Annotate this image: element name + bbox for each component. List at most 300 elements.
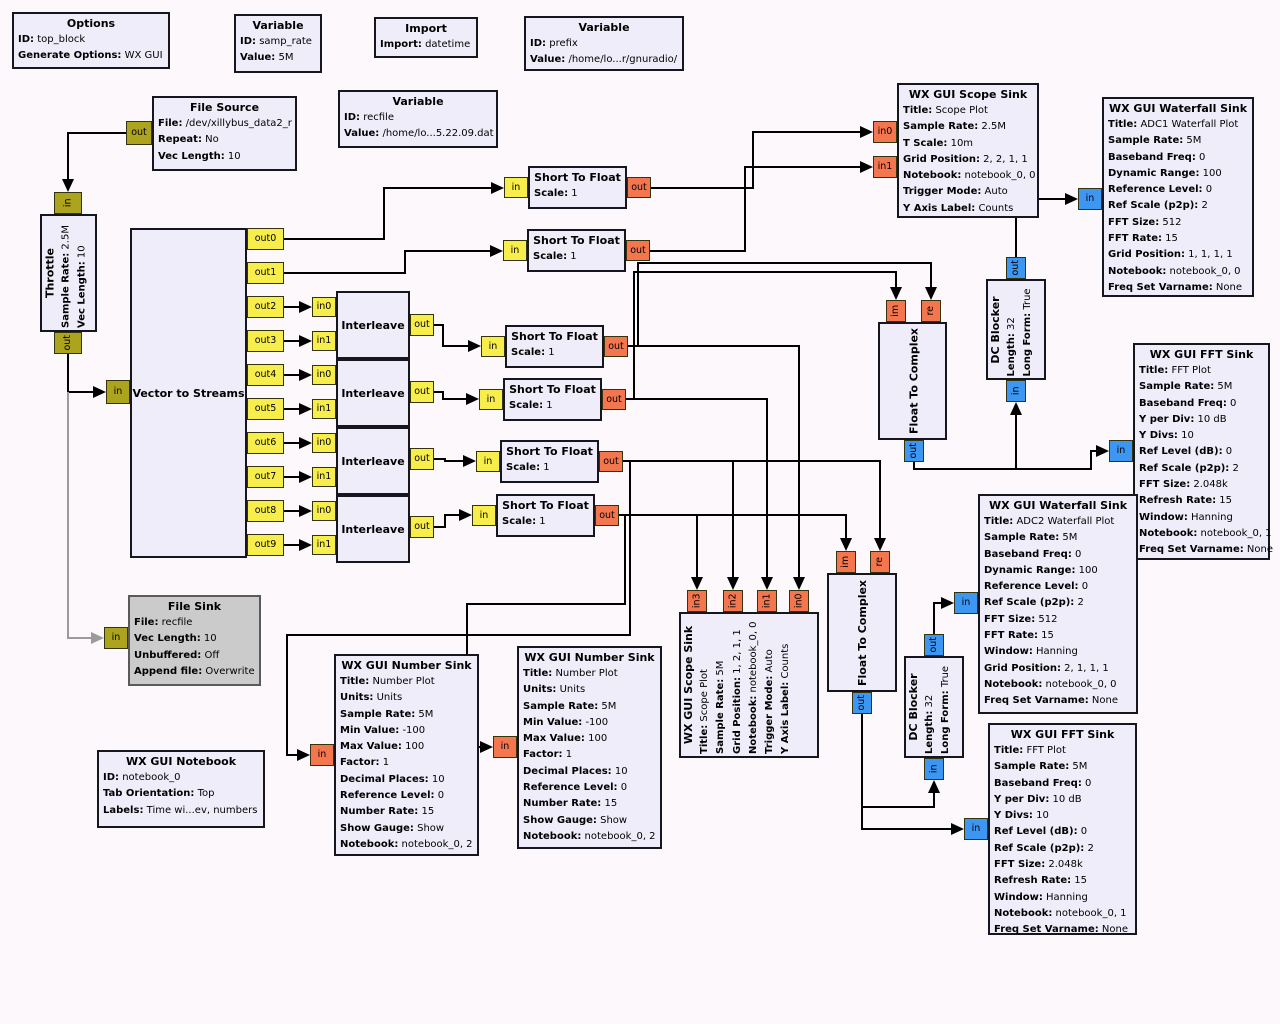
block-param: Y Divs: 10	[994, 810, 1049, 822]
block-title: Float To Complex	[856, 579, 869, 686]
block-title: Variable	[392, 95, 444, 108]
wire-vts-out6-interleave3-arrowhead	[299, 437, 312, 449]
block-title: WX GUI Scope Sink	[908, 88, 1028, 101]
block-param: Decimal Places: 10	[340, 773, 445, 785]
block-param: Sample Rate: 2.5M	[60, 225, 71, 328]
wire-throttle-filesink[interactable]	[68, 392, 91, 638]
port-file-source-out[interactable]	[126, 121, 152, 145]
wire-stf5-ftcbottom-re-arrowhead	[874, 538, 886, 551]
block-param: Long Form: True	[1022, 287, 1034, 376]
wire-interleave3-stf5[interactable]	[434, 459, 463, 461]
wire-stf3-scopebottom-in0-arrowhead	[793, 577, 805, 590]
port-label: out	[131, 127, 147, 139]
block-param: Freq Set Varname: None	[1139, 544, 1274, 556]
port-label: in	[488, 340, 498, 352]
port-interleave-4-in0[interactable]	[312, 501, 336, 521]
block-wx-gui-scope-sink-top[interactable]	[897, 83, 1039, 218]
block-file-source[interactable]	[152, 96, 297, 171]
block-param: Sample Rate: 5M	[1139, 381, 1233, 393]
block-param: Length: 32	[1006, 316, 1017, 376]
block-param: Scale: 1	[511, 347, 555, 358]
port-label: in	[510, 244, 520, 256]
block-title: Short To Float	[502, 499, 589, 512]
port-label: in	[500, 741, 510, 753]
block-param: Grid Position: 1, 2, 1, 1	[731, 629, 743, 754]
wire-ftcbottom-dcbottom-arrowhead	[928, 780, 940, 793]
block-dc-blocker-bottom[interactable]	[904, 656, 964, 758]
port-label: in	[971, 823, 981, 835]
block-param: Grid Position: 1, 1, 1, 1	[1108, 249, 1233, 261]
port-interleave-4-in1[interactable]	[312, 535, 336, 555]
block-import[interactable]	[374, 17, 478, 58]
wire-vts-out3-interleave1-arrowhead	[299, 335, 312, 347]
port-short-to-float-6-out[interactable]	[595, 505, 619, 526]
wire-vts-out9-interleave4-arrowhead	[299, 539, 312, 551]
block-title: Short To Float	[534, 171, 621, 184]
port-interleave-1-in0[interactable]	[312, 297, 336, 317]
wire-vts-out7-interleave3-arrowhead	[299, 471, 312, 483]
wire-stf4-scopebottom-in1-arrowhead	[761, 577, 773, 590]
port-label: out7	[254, 471, 277, 483]
block-options[interactable]	[12, 12, 170, 69]
block-param: Grid Position: 2, 2, 1, 1	[903, 153, 1028, 165]
port-label: in	[483, 455, 493, 467]
port-short-to-float-5-in[interactable]	[476, 451, 500, 472]
wire-vts-out1-stf2-arrowhead	[490, 245, 503, 257]
block-param: Append file: Overwrite	[134, 665, 255, 677]
port-wx-gui-fft-sink-top-in[interactable]	[1109, 440, 1133, 462]
block-param: Ref Level (dB): 0	[1139, 446, 1233, 458]
wire-filesource-throttle[interactable]	[68, 133, 126, 179]
port-vector-to-streams-out0[interactable]	[247, 228, 284, 250]
block-param: Scale: 1	[509, 400, 553, 411]
port-label: out	[603, 455, 619, 467]
wire-vts-out8-interleave4-arrowhead	[299, 505, 312, 517]
block-variable-recfile[interactable]	[338, 90, 498, 148]
block-param: Title: Scope Plot	[699, 669, 710, 754]
port-wx-gui-scope-sink-bottom-in0[interactable]	[789, 590, 809, 612]
block-param: Show Gauge: Show	[523, 814, 628, 826]
port-label: out	[608, 340, 624, 352]
port-dc-blocker-top-out[interactable]	[1006, 257, 1026, 279]
port-label: out8	[254, 505, 277, 517]
block-param: Max Value: 100	[523, 733, 608, 745]
block-param: Reference Level: 0	[523, 782, 628, 794]
port-vector-to-streams-out9[interactable]	[247, 534, 284, 556]
block-param: Length: 32	[924, 694, 935, 754]
block-param: Unbuffered: Off	[134, 649, 220, 661]
port-float-to-complex-top-out[interactable]	[904, 440, 924, 462]
wire-stf1-scopetop-in0[interactable]	[651, 132, 860, 188]
port-float-to-complex-bottom-re[interactable]	[870, 551, 890, 573]
wire-interleave4-stf6-arrowhead	[459, 509, 472, 521]
block-param: Y Divs: 10	[1139, 430, 1194, 442]
block-param: FFT Size: 512	[1108, 216, 1182, 228]
wire-interleave2-stf4-arrowhead	[466, 393, 479, 405]
port-label: in	[1010, 386, 1022, 396]
port-label: in1	[316, 335, 332, 347]
block-param: Sample Rate: 5M	[984, 532, 1078, 544]
port-interleave-2-in0[interactable]	[312, 365, 336, 385]
block-title: DC Blocker	[989, 295, 1002, 364]
port-label: in	[1116, 445, 1126, 457]
wire-vts-out2-interleave1-arrowhead	[299, 301, 312, 313]
wire-vts-out0-stf1-arrowhead	[491, 182, 504, 194]
port-throttle-out[interactable]	[54, 332, 82, 354]
block-param: Scale: 1	[502, 516, 546, 527]
block-title: WX GUI Waterfall Sink	[988, 499, 1128, 512]
block-title: Interleave	[341, 319, 405, 332]
port-short-to-float-6-in[interactable]	[472, 505, 496, 526]
block-short-to-float-3[interactable]	[505, 325, 604, 368]
port-vector-to-streams-out6[interactable]	[247, 432, 284, 454]
block-wx-gui-number-sink-1[interactable]	[334, 654, 479, 856]
block-param: Sample Rate: 5M	[715, 660, 727, 754]
wire-interleave2-stf4[interactable]	[434, 392, 466, 399]
wire-filesource-throttle-arrowhead	[62, 179, 74, 192]
block-param: Ref Scale (p2p): 2	[984, 597, 1084, 609]
port-label: in1	[761, 593, 773, 609]
port-short-to-float-3-out[interactable]	[604, 336, 628, 357]
block-param: Trigger Mode: Auto	[764, 649, 776, 754]
port-vector-to-streams-out5[interactable]	[247, 398, 284, 420]
block-title: WX GUI Number Sink	[524, 651, 655, 664]
port-vector-to-streams-out3[interactable]	[247, 330, 284, 352]
port-label: in0	[793, 593, 805, 609]
block-wx-gui-scope-sink-bottom[interactable]	[679, 612, 819, 758]
port-dc-blocker-bottom-out[interactable]	[924, 634, 944, 656]
wire-ftctop-ffttop-arrowhead	[1096, 445, 1109, 457]
port-label: out5	[254, 403, 277, 415]
block-param: Sample Rate: 5M	[523, 700, 617, 712]
block-param: Notebook: notebook_0, 0	[747, 621, 759, 754]
port-label: out	[62, 335, 74, 351]
block-param: FFT Rate: 15	[1108, 233, 1178, 245]
wire-stf2-scopetop-in1[interactable]	[650, 167, 860, 251]
wire-ftcbottom-fftbottom-arrowhead	[951, 823, 964, 835]
block-wx-gui-waterfall-sink-adc2[interactable]	[978, 494, 1138, 714]
block-param: Notebook: notebook_0, 0	[1108, 265, 1241, 277]
block-param: Window: Hanning	[1139, 511, 1233, 523]
port-short-to-float-4-in[interactable]	[479, 389, 503, 410]
block-param: Reference Level: 0	[1108, 184, 1213, 196]
wire-vts-out1-stf2[interactable]	[284, 251, 490, 273]
port-wx-gui-scope-sink-bottom-in1[interactable]	[757, 590, 777, 612]
block-param: Number Rate: 15	[340, 806, 435, 818]
block-param: Title: Number Plot	[340, 676, 435, 687]
block-short-to-float-1[interactable]	[528, 166, 627, 209]
wire-stf4-ftctop-im-arrowhead	[890, 287, 902, 300]
port-label: out	[631, 181, 647, 193]
block-wx-gui-waterfall-sink-adc1[interactable]	[1102, 97, 1254, 297]
block-param: Vec Length: 10	[134, 633, 217, 645]
port-dc-blocker-top-in[interactable]	[1006, 380, 1026, 402]
port-short-to-float-3-in[interactable]	[481, 336, 505, 357]
port-label: re	[925, 306, 937, 316]
block-param: Notebook: notebook_0, 0	[984, 678, 1117, 690]
block-float-to-complex-bottom[interactable]	[827, 573, 897, 692]
wire-stf1-scopetop-in0-arrowhead	[860, 126, 873, 138]
port-label: in	[928, 764, 940, 774]
block-short-to-float-4[interactable]	[503, 378, 602, 421]
port-label: out	[856, 695, 868, 711]
block-interleave-2[interactable]	[336, 359, 410, 427]
port-label: in0	[316, 505, 332, 517]
block-param: Title: Number Plot	[523, 668, 618, 679]
port-label: out4	[254, 369, 277, 381]
block-param: Ref Scale (p2p): 2	[1108, 200, 1208, 212]
port-wx-gui-waterfall-sink-adc2-in[interactable]	[954, 592, 978, 614]
port-vector-to-streams-out8[interactable]	[247, 500, 284, 522]
port-short-to-float-4-out[interactable]	[602, 389, 626, 410]
port-label: in1	[316, 471, 332, 483]
wire-ftcbottom-fftbottom[interactable]	[862, 807, 951, 829]
port-wx-gui-number-sink-2-in[interactable]	[493, 736, 517, 758]
port-label: out3	[254, 335, 277, 347]
block-interleave-4[interactable]	[336, 495, 410, 563]
block-param: Sample Rate: 2.5M	[903, 121, 1006, 133]
port-wx-gui-fft-sink-bottom-in[interactable]	[964, 818, 988, 840]
block-param: Dynamic Range: 100	[1108, 167, 1222, 179]
port-interleave-2-in1[interactable]	[312, 399, 336, 419]
block-variable-prefix[interactable]	[524, 16, 684, 71]
block-param: Value: /home/lo...r/gnuradio/	[530, 54, 678, 66]
block-param: Title: FFT Plot	[1139, 365, 1211, 376]
wire-vts-out0-stf1[interactable]	[284, 188, 491, 239]
block-param: Vec Length: 10	[158, 150, 241, 162]
port-interleave-2-out[interactable]	[410, 381, 434, 403]
block-title: WX GUI Notebook	[125, 755, 237, 768]
block-param: Labels: Time wi...ev, numbers	[103, 804, 258, 816]
wire-stf5-ftcbottom-re[interactable]	[623, 461, 880, 538]
port-label: in3	[691, 593, 703, 609]
block-param: Ref Level (dB): 0	[994, 826, 1088, 838]
block-param: Freq Set Varname: None	[1108, 281, 1243, 293]
block-param: FFT Rate: 15	[984, 630, 1054, 642]
block-param: Title: Scope Plot	[903, 105, 988, 116]
block-param: Freq Set Varname: None	[984, 695, 1119, 707]
block-title: Throttle	[43, 247, 56, 299]
block-param: FFT Size: 512	[984, 613, 1058, 625]
port-label: out	[414, 386, 430, 398]
port-short-to-float-5-out[interactable]	[599, 451, 623, 472]
port-label: in0	[877, 126, 893, 138]
block-param: FFT Size: 2.048k	[1139, 479, 1228, 491]
wire-stf4-ftctop-im[interactable]	[634, 272, 896, 399]
block-param: Scale: 1	[533, 251, 577, 262]
port-label: out	[928, 637, 940, 653]
block-wx-gui-number-sink-2[interactable]	[517, 646, 662, 849]
block-param: Baseband Freq: 0	[1139, 397, 1237, 409]
port-vector-to-streams-out7[interactable]	[247, 466, 284, 488]
port-label: in1	[316, 403, 332, 415]
block-param: Value: /home/lo...5.22.09.dat	[344, 128, 494, 140]
wire-throttle-filesink-arrowhead	[91, 632, 104, 644]
wire-ftctop-dctop-arrowhead	[1010, 402, 1022, 415]
block-param: Y per Div: 10 dB	[994, 793, 1082, 805]
block-param: Notebook: notebook_0, 1	[994, 907, 1127, 919]
port-label: in	[961, 597, 971, 609]
wire-dcbottom-waterfall2[interactable]	[934, 603, 941, 634]
block-param: Max Value: 100	[340, 741, 425, 753]
port-wx-gui-scope-sink-top-in0[interactable]	[873, 121, 897, 143]
port-file-sink-in[interactable]	[104, 627, 128, 649]
block-param: T Scale: 10m	[903, 137, 974, 149]
block-param: Tab Orientation: Top	[103, 788, 215, 800]
port-label: out2	[254, 301, 277, 313]
wire-stf6-numbersink2-arrowhead	[480, 741, 493, 753]
port-short-to-float-1-out[interactable]	[627, 177, 651, 198]
block-param: FFT Size: 2.048k	[994, 859, 1083, 871]
port-vector-to-streams-in[interactable]	[106, 380, 130, 404]
block-param: ID: top_block	[18, 34, 86, 45]
block-interleave-1[interactable]	[336, 291, 410, 359]
block-param: Window: Hanning	[994, 891, 1088, 903]
block-param: Number Rate: 15	[523, 798, 618, 810]
block-param: Y per Div: 10 dB	[1139, 413, 1227, 425]
block-param: Import: datetime	[380, 39, 471, 50]
port-interleave-3-out[interactable]	[410, 448, 434, 470]
port-float-to-complex-top-re[interactable]	[921, 300, 941, 322]
block-title: Interleave	[341, 387, 405, 400]
port-label: out	[414, 319, 430, 331]
port-wx-gui-scope-sink-bottom-in2[interactable]	[723, 590, 743, 612]
port-label: out	[414, 453, 430, 465]
port-label: out	[606, 393, 622, 405]
wire-throttle-vts-arrowhead	[93, 386, 106, 398]
port-vector-to-streams-out1[interactable]	[247, 262, 284, 284]
port-label: in	[1085, 193, 1095, 205]
wire-throttle-vts[interactable]	[68, 354, 93, 392]
block-interleave-3[interactable]	[336, 427, 410, 495]
port-label: out	[414, 521, 430, 533]
port-wx-gui-scope-sink-top-in1[interactable]	[873, 156, 897, 178]
block-param: Sample Rate: 5M	[340, 708, 434, 720]
port-label: in	[62, 198, 74, 208]
port-label: re	[874, 557, 886, 567]
block-param: Decimal Places: 10	[523, 765, 628, 777]
block-param: Show Gauge: Show	[340, 822, 445, 834]
block-variable-samp-rate[interactable]	[234, 14, 322, 73]
wire-stf5-scopebottom-in2-arrowhead	[727, 577, 739, 590]
block-param: Scale: 1	[534, 188, 578, 199]
port-wx-gui-number-sink-1-in[interactable]	[310, 744, 334, 766]
port-wx-gui-scope-sink-bottom-in3[interactable]	[687, 590, 707, 612]
port-float-to-complex-bottom-out[interactable]	[852, 692, 872, 714]
wire-stf3-ftctop-re-arrowhead	[925, 287, 937, 300]
block-wx-gui-fft-sink-top[interactable]	[1133, 343, 1274, 560]
block-param: Scale: 1	[506, 462, 550, 473]
block-param: Sample Rate: 5M	[994, 761, 1088, 773]
port-label: in0	[316, 369, 332, 381]
wire-interleave4-stf6[interactable]	[434, 515, 459, 527]
block-title: Short To Float	[506, 445, 593, 458]
port-short-to-float-2-in[interactable]	[503, 240, 527, 261]
port-throttle-in[interactable]	[54, 192, 82, 214]
port-wx-gui-waterfall-sink-adc1-in[interactable]	[1078, 188, 1102, 210]
port-label: in	[111, 632, 121, 644]
block-param: Notebook: notebook_0, 1	[1139, 527, 1272, 539]
block-param: Refresh Rate: 15	[1139, 495, 1233, 507]
port-label: in	[479, 509, 489, 521]
port-label: out	[908, 443, 920, 459]
block-title: WX GUI Waterfall Sink	[1108, 102, 1248, 115]
block-param: Y Axis Label: Counts	[780, 643, 792, 754]
block-dc-blocker-top[interactable]	[986, 279, 1046, 380]
block-param: Baseband Freq: 0	[984, 548, 1082, 560]
wire-vts-out4-interleave2-arrowhead	[299, 369, 312, 381]
block-param: Window: Hanning	[984, 646, 1078, 658]
wire-stf2-scopetop-in1-arrowhead	[860, 161, 873, 173]
block-param: Min Value: -100	[340, 724, 426, 736]
port-float-to-complex-top-im[interactable]	[886, 300, 906, 322]
port-vector-to-streams-out4[interactable]	[247, 364, 284, 386]
block-param: Title: ADC2 Waterfall Plot	[984, 516, 1115, 527]
block-param: Factor: 1	[340, 757, 390, 769]
port-dc-blocker-bottom-in[interactable]	[924, 758, 944, 780]
port-interleave-1-in1[interactable]	[312, 331, 336, 351]
port-label: in1	[316, 539, 332, 551]
block-short-to-float-5[interactable]	[500, 440, 599, 483]
block-param: Units: Units	[340, 692, 403, 704]
block-title: Interleave	[341, 523, 405, 536]
block-throttle[interactable]	[40, 214, 97, 332]
port-interleave-3-in0[interactable]	[312, 433, 336, 453]
wire-stf6-ftcbottom-im-arrowhead	[840, 538, 852, 551]
port-label: in	[317, 749, 327, 761]
wire-interleave3-stf5-arrowhead	[463, 455, 476, 467]
block-vector-to-streams[interactable]	[130, 228, 247, 558]
block-param: Grid Position: 2, 1, 1, 1	[984, 662, 1109, 674]
block-float-to-complex-top[interactable]	[878, 322, 947, 440]
block-title: Import	[405, 22, 447, 35]
port-label: out	[599, 509, 615, 521]
block-param: Min Value: -100	[523, 716, 609, 728]
block-param: Trigger Mode: Auto	[903, 186, 1008, 198]
block-title: WX GUI FFT Sink	[1149, 348, 1254, 361]
wire-interleave1-stf3[interactable]	[434, 325, 468, 346]
block-wx-gui-notebook[interactable]	[97, 750, 265, 828]
port-interleave-4-out[interactable]	[410, 516, 434, 538]
port-interleave-1-out[interactable]	[410, 314, 434, 336]
block-param: Ref Scale (p2p): 2	[1139, 462, 1239, 474]
port-label: in0	[316, 437, 332, 449]
block-short-to-float-6[interactable]	[496, 494, 595, 537]
wire-dcbottom-waterfall2-arrowhead	[941, 597, 954, 609]
block-param: Generate Options: WX GUI	[18, 50, 163, 62]
block-param: Notebook: notebook_0, 0	[903, 170, 1036, 182]
port-label: in0	[316, 301, 332, 313]
block-file-sink[interactable]	[128, 595, 261, 686]
block-param: Title: ADC1 Waterfall Plot	[1108, 119, 1239, 130]
block-param: Reference Level: 0	[340, 790, 445, 802]
block-title: File Source	[189, 101, 260, 114]
port-short-to-float-2-out[interactable]	[626, 240, 650, 261]
port-label: im	[840, 556, 852, 568]
port-float-to-complex-bottom-im[interactable]	[836, 551, 856, 573]
port-vector-to-streams-out2[interactable]	[247, 296, 284, 318]
block-wx-gui-fft-sink-bottom[interactable]	[988, 723, 1137, 935]
block-short-to-float-2[interactable]	[527, 229, 626, 272]
block-title: Variable	[252, 19, 304, 32]
block-title: Interleave	[341, 455, 405, 468]
port-short-to-float-1-in[interactable]	[504, 177, 528, 198]
block-param: File: recfile	[134, 617, 193, 628]
block-title: Short To Float	[511, 330, 598, 343]
port-interleave-3-in1[interactable]	[312, 467, 336, 487]
port-label: in1	[877, 161, 893, 173]
wire-ftctop-ffttop[interactable]	[914, 451, 1096, 469]
